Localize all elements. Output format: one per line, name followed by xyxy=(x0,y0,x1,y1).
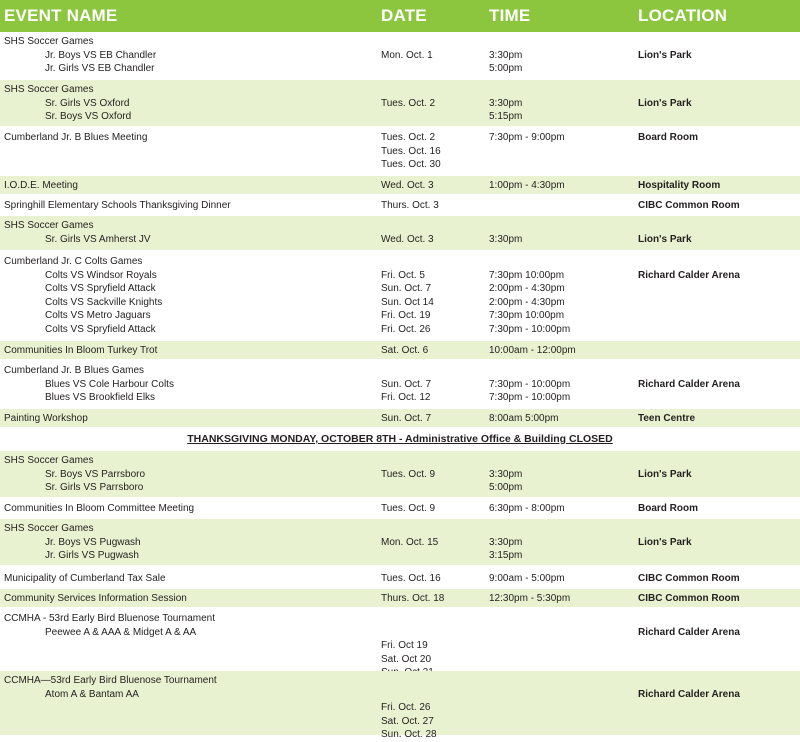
event-name: SHS Soccer Games xyxy=(4,523,94,534)
event-location: Richard Calder Arena xyxy=(638,626,740,638)
event-name: CCMHA—53rd Early Bird Bluenose Tournament xyxy=(4,675,217,686)
header-time: TIME xyxy=(489,6,531,25)
event-date: Sun. Oct. 7 xyxy=(381,283,432,295)
event-detail: Jr. Boys VS EB Chandler xyxy=(45,49,157,61)
event-time: 7:30pm 10:00pm xyxy=(489,269,565,281)
event-time: 7:30pm - 10:00pm xyxy=(489,324,571,335)
event-date: Tues. Oct. 2 xyxy=(381,132,436,143)
table-row xyxy=(0,589,800,607)
event-date: Fri. Oct. 12 xyxy=(381,392,431,404)
event-date: Mon. Oct. 1 xyxy=(381,49,433,61)
event-location: CIBC Common Room xyxy=(638,593,740,604)
event-location: Lion's Park xyxy=(638,536,692,548)
event-time: 5:00pm xyxy=(489,63,523,75)
event-time: 3:30pm xyxy=(489,536,523,548)
event-name: CCMHA - 53rd Early Bird Bluenose Tournament xyxy=(4,613,216,624)
event-date: Tues. Oct. 9 xyxy=(381,468,436,480)
event-date: Fri. Oct. 19 xyxy=(381,310,431,322)
event-time: 9:00am - 5:00pm xyxy=(489,573,565,584)
event-time: 7:30pm 10:00pm xyxy=(489,310,565,322)
event-name: SHS Soccer Games xyxy=(4,220,94,231)
table-row xyxy=(0,32,800,78)
table-row xyxy=(0,609,800,669)
event-time: 7:30pm - 10:00pm xyxy=(489,378,571,390)
event-name: Springhill Elementary Schools Thanksgiving Dinner xyxy=(4,200,231,211)
event-location: Board Room xyxy=(638,503,698,514)
event-name: Cumberland Jr. B Blues Meeting xyxy=(4,132,148,143)
table-row xyxy=(0,409,800,427)
table-row xyxy=(0,341,800,359)
event-time: 3:30pm xyxy=(489,97,523,109)
event-detail: Colts VS Spryfield Attack xyxy=(45,324,156,335)
event-time: 10:00am - 12:00pm xyxy=(489,345,576,356)
event-name: SHS Soccer Games xyxy=(4,84,94,95)
event-location: Richard Calder Arena xyxy=(638,688,740,700)
event-time: 2:00pm - 4:30pm xyxy=(489,296,565,308)
event-location: Richard Calder Arena xyxy=(638,378,740,390)
event-date: Fri. Oct. 26 xyxy=(381,324,431,335)
event-time: 3:30pm xyxy=(489,468,523,480)
event-date: Tues. Oct. 16 xyxy=(381,145,441,157)
event-detail: Colts VS Windsor Royals xyxy=(45,269,157,281)
event-name: I.O.D.E. Meeting xyxy=(4,180,78,191)
event-location: Lion's Park xyxy=(638,233,692,245)
event-location: Board Room xyxy=(638,132,698,143)
event-date: Sun. Oct. 7 xyxy=(381,378,432,390)
holiday-banner: THANKSGIVING MONDAY, OCTOBER 8TH - Administrative Office & Building CLOSED xyxy=(187,433,613,445)
table-header xyxy=(0,0,800,32)
event-date: Sat. Oct. 6 xyxy=(381,345,429,356)
event-name: Cumberland Jr. C Colts Games xyxy=(4,256,143,267)
event-location: Hospitality Room xyxy=(638,180,721,191)
event-date: Tues. Oct. 16 xyxy=(381,573,441,584)
event-name: SHS Soccer Games xyxy=(4,455,94,466)
event-date: Fri. Oct. 26 xyxy=(381,702,431,714)
event-date: Sun. Oct. 7 xyxy=(381,413,432,424)
event-time: 1:00pm - 4:30pm xyxy=(489,180,565,191)
event-time: 3:30pm xyxy=(489,49,523,61)
event-date: Fri. Oct. 5 xyxy=(381,269,425,281)
event-name: Cumberland Jr. B Blues Games xyxy=(4,365,145,376)
event-date: Sun. Oct 14 xyxy=(381,296,434,308)
header-location: LOCATION xyxy=(638,6,728,25)
table-row xyxy=(0,80,800,126)
event-name: Communities In Bloom Turkey Trot xyxy=(4,345,158,356)
header-date: DATE xyxy=(381,6,427,25)
table-row xyxy=(0,451,800,497)
event-time: 12:30pm - 5:30pm xyxy=(489,593,571,604)
event-name: Painting Workshop xyxy=(4,413,88,424)
event-detail: Sr. Girls VS Amherst JV xyxy=(45,233,151,245)
event-location: Lion's Park xyxy=(638,468,692,480)
event-time: 5:00pm xyxy=(489,482,523,494)
event-date: Wed. Oct. 3 xyxy=(381,233,434,245)
event-date: Fri. Oct 19 xyxy=(381,640,428,652)
event-detail: Atom A & Bantam AA xyxy=(45,688,139,700)
event-location: Richard Calder Arena xyxy=(638,269,740,281)
event-time: 6:30pm - 8:00pm xyxy=(489,503,565,514)
event-name: Municipality of Cumberland Tax Sale xyxy=(4,573,166,584)
event-location: Lion's Park xyxy=(638,49,692,61)
event-detail: Colts VS Sackville Knights xyxy=(45,296,163,308)
event-detail: Colts VS Spryfield Attack xyxy=(45,283,156,295)
event-time: 2:00pm - 4:30pm xyxy=(489,283,565,295)
event-location: Teen Centre xyxy=(638,413,696,424)
event-name: SHS Soccer Games xyxy=(4,36,94,47)
holiday-banner-row xyxy=(0,429,800,449)
table-row xyxy=(0,519,800,565)
event-name: Community Services Information Session xyxy=(4,593,187,604)
event-location: CIBC Common Room xyxy=(638,200,740,211)
event-date: Thurs. Oct. 3 xyxy=(381,200,439,211)
event-detail: Sr. Boys VS Parrsboro xyxy=(45,468,146,480)
header-event-name: EVENT NAME xyxy=(4,6,118,25)
event-time: 8:00am 5:00pm xyxy=(489,413,559,424)
table-row xyxy=(0,361,800,407)
event-detail: Sr. Girls VS Oxford xyxy=(45,97,130,109)
event-date: Sat. Oct. 27 xyxy=(381,715,434,727)
event-time: 3:15pm xyxy=(489,550,523,562)
table-row xyxy=(0,128,800,174)
event-detail: Sr. Girls VS Parrsboro xyxy=(45,482,144,494)
table-row xyxy=(0,671,800,741)
event-detail: Sr. Boys VS Oxford xyxy=(45,111,132,123)
table-row xyxy=(0,252,800,339)
event-detail: Jr. Girls VS EB Chandler xyxy=(45,63,155,75)
event-date: Tues. Oct. 9 xyxy=(381,503,436,514)
table-row xyxy=(0,196,800,214)
event-detail: Blues VS Cole Harbour Colts xyxy=(45,378,174,390)
event-date: Sun. Oct. 28 xyxy=(381,729,437,741)
table-row xyxy=(0,176,800,194)
event-detail: Colts VS Metro Jaguars xyxy=(45,310,151,322)
table-row xyxy=(0,569,800,587)
event-time: 3:30pm xyxy=(489,233,523,245)
table-row xyxy=(0,216,800,250)
event-date: Tues. Oct. 30 xyxy=(381,159,441,171)
event-date: Mon. Oct. 15 xyxy=(381,536,439,548)
event-detail: Blues VS Brookfield Elks xyxy=(45,392,156,404)
event-time: 7:30pm - 10:00pm xyxy=(489,392,571,404)
event-date: Sat. Oct 20 xyxy=(381,653,432,665)
event-date: Tues. Oct. 2 xyxy=(381,97,436,109)
event-location: Lion's Park xyxy=(638,97,692,109)
event-date: Wed. Oct. 3 xyxy=(381,180,434,191)
event-detail: Peewee A & AAA & Midget A & AA xyxy=(45,626,197,638)
event-time: 7:30pm - 9:00pm xyxy=(489,132,565,143)
table-row xyxy=(0,499,800,517)
event-date: Thurs. Oct. 18 xyxy=(381,593,445,604)
event-detail: Jr. Girls VS Pugwash xyxy=(45,550,139,562)
event-location: CIBC Common Room xyxy=(638,573,740,584)
event-detail: Jr. Boys VS Pugwash xyxy=(45,536,141,548)
event-name: Communities In Bloom Committee Meeting xyxy=(4,503,195,514)
event-time: 5:15pm xyxy=(489,111,523,123)
